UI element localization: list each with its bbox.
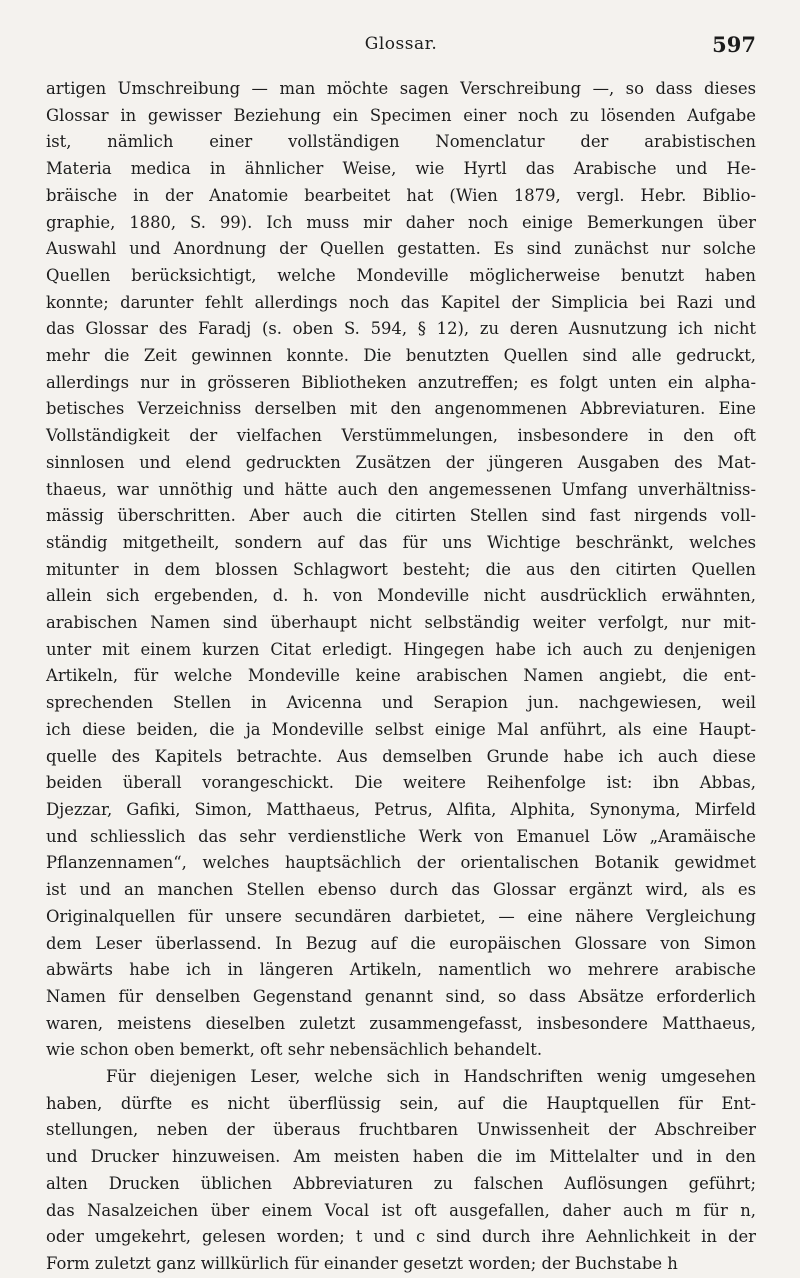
text-line: sinnlosen und elend gedruckten Zusätzen der jüngeren Ausgaben des Mat- — [46, 452, 756, 472]
text-line: sprechenden Stellen in Avicenna und Serapion jun. nachgewiesen, weil — [46, 693, 756, 713]
text-line: und Drucker hinzuweisen. Am meisten haben die im Mittelalter und in den — [46, 1147, 756, 1167]
text-line: waren, meistens dieselben zuletzt zusammengefasst, insbesondere Matthaeus, — [46, 1013, 756, 1033]
paragraph — [46, 1064, 756, 1278]
text-line: graphie, 1880, S. 99). Ich muss mir daher noch einige Bemerkungen über — [46, 212, 756, 232]
text-line: haben, dürfte es nicht überflüssig sein, auf die Hauptquellen für Ent- — [46, 1093, 756, 1113]
page-number: 597 — [712, 32, 756, 57]
text-line: oder umgekehrt, gelesen worden; t und c sind durch ihre Aehnlichkeit in der — [46, 1227, 756, 1247]
text-line: mässig überschritten. Aber auch die citirten Stellen sind fast nirgends voll- — [46, 506, 756, 526]
text-line: und schliesslich das sehr verdienstliche Werk von Emanuel Löw „Aramäische — [46, 826, 756, 846]
text-line: das Glossar des Faradj (s. oben S. 594, § 12), zu deren Ausnutzung ich nicht — [46, 319, 756, 339]
text-line: unter mit einem kurzen Citat erledigt. Hingegen habe ich auch zu denjenigen — [46, 639, 756, 659]
text-line: Namen für denselben Gegenstand genannt sind, so dass Absätze erforderlich — [46, 986, 756, 1006]
text-line: ständig mitgetheilt, sondern auf das für uns Wichtige beschränkt, welches — [46, 532, 756, 552]
text-line: quelle des Kapitels betrachte. Aus demselben Grunde habe ich auch diese — [46, 746, 756, 766]
text-line: stellungen, neben der überaus fruchtbaren Unwissenheit der Abschreiber — [46, 1120, 756, 1140]
text-line: arabischen Namen sind überhaupt nicht selbständig weiter verfolgt, nur mit- — [46, 613, 756, 633]
running-head — [46, 30, 756, 64]
text-line: wie schon oben bemerkt, oft sehr nebensächlich behandelt. — [46, 1040, 543, 1060]
text-line: ist und an manchen Stellen ebenso durch das Glossar ergänzt wird, als es — [46, 880, 756, 900]
body-text — [46, 76, 756, 1278]
text-line: Artikeln, für welche Mondeville keine arabischen Namen angiebt, die ent- — [46, 666, 756, 686]
text-line: Glossar in gewisser Beziehung ein Specimen einer noch zu lösenden Aufgabe — [46, 105, 756, 125]
text-line: Djezzar, Gafiki, Simon, Matthaeus, Petrus, Alfita, Alphita, Synonyma, Mirfeld — [46, 799, 756, 819]
text-line: Materia medica in ähnlicher Weise, wie Hyrtl das Arabische und He- — [46, 159, 756, 179]
text-line: das Nasalzeichen über einem Vocal ist oft ausgefallen, daher auch m für n, — [46, 1200, 756, 1220]
running-title: Glossar. — [364, 34, 438, 54]
text-line: allerdings nur in grösseren Bibliotheken anzutreffen; es folgt unten ein alpha- — [46, 372, 756, 392]
text-line: dem Leser überlassend. In Bezug auf die europäischen Glossare von Simon — [46, 933, 756, 953]
text-line: mitunter in dem blossen Schlagwort besteht; die aus den citirten Quellen — [46, 559, 756, 579]
text-line: Originalquellen für unsere secundären darbietet, — eine nähere Vergleichung — [46, 906, 756, 926]
text-line: beiden überall vorangeschickt. Die weitere Reihenfolge ist: ibn Abbas, — [46, 773, 756, 793]
text-line: Auswahl und Anordnung der Quellen gestatten. Es sind zunächst nur solche — [46, 239, 756, 259]
paragraph — [46, 76, 756, 1064]
document-page — [46, 30, 756, 1278]
text-line: thaeus, war unnöthig und hätte auch den angemessenen Umfang unverhältniss- — [46, 479, 756, 499]
text-line: allein sich ergebenden, d. h. von Mondeville nicht ausdrücklich erwähnten, — [46, 586, 756, 606]
text-line: mehr die Zeit gewinnen konnte. Die benutzten Quellen sind alle gedruckt, — [46, 346, 756, 366]
text-line: ist, nämlich einer vollständigen Nomenclatur der arabistischen — [46, 132, 756, 152]
text-line: ich diese beiden, die ja Mondeville selbst einige Mal anführt, als eine Haupt- — [46, 719, 756, 739]
text-line: alten Drucken üblichen Abbreviaturen zu falschen Auflösungen geführt; — [46, 1173, 756, 1193]
text-line: artigen Umschreibung — man möchte sagen Verschreibung —, so dass dieses — [46, 79, 756, 98]
text-line: Form zuletzt ganz willkürlich für einander gesetzt worden; der Buchstabe h — [46, 1253, 678, 1273]
text-line: Pflanzennamen“, welches hauptsächlich der orientalischen Botanik gewidmet — [46, 853, 756, 873]
text-line: konnte; darunter fehlt allerdings noch das Kapitel der Simplicia bei Razi und — [46, 292, 756, 312]
text-line: Quellen berücksichtigt, welche Mondeville möglicherweise benutzt haben — [46, 265, 756, 285]
text-line: Für diejenigen Leser, welche sich in Handschriften wenig umgesehen — [106, 1067, 756, 1087]
text-line: Vollständigkeit der vielfachen Verstümmelungen, insbesondere in den oft — [46, 426, 756, 446]
text-line: bräische in der Anatomie bearbeitet hat (Wien 1879, vergl. Hebr. Biblio- — [46, 185, 756, 205]
text-line: betisches Verzeichniss derselben mit den angenommenen Abbreviaturen. Eine — [46, 399, 756, 419]
text-line: abwärts habe ich in längeren Artikeln, namentlich wo mehrere arabische — [46, 960, 756, 980]
